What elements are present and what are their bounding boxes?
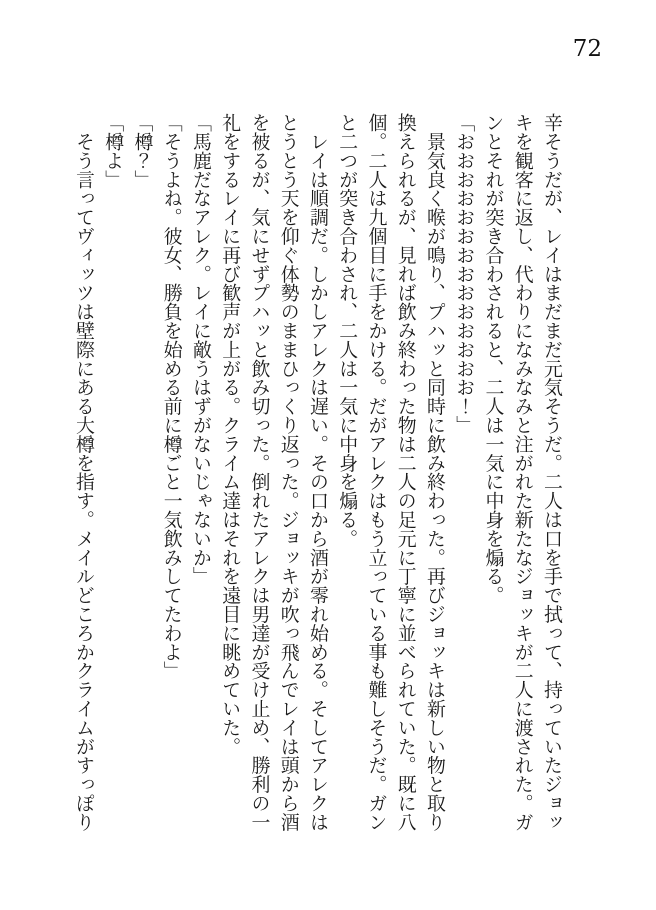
text-line: 「そうよね。彼女、勝負を始める前に樽ごと一気飲みしてたわよ」 [160, 113, 183, 680]
text-line: 「樽？」 [131, 113, 154, 189]
text-line: 辛そうだが、レイはまだまだ元気そうだ。二人は口を手で拭って、持っていたジョッ [541, 113, 563, 832]
text-line: そう言ってヴィッツは壁際にある大樽を指す。メイルどころかクライムがすっぽり [73, 113, 95, 832]
text-line: 「樽よ」 [102, 113, 125, 189]
text-line: とうとう天を仰ぐ体勢のままひっくり返った。ジョッキが吹っ飛んでレイは頭から酒 [277, 113, 300, 832]
text-line: キを観客に返し、代わりになみなみと注がれた新たなジョッキが二人に渡された。ガ [511, 113, 534, 832]
text-line: 景気良く喉が鳴り、プハッと同時に飲み終わった。再びジョッキは新しい物と取り [424, 113, 446, 832]
text-line: を被るが、気にせずプハッと飲み切った。倒れたアレクは男達が受け止め、勝利の一 [248, 113, 271, 832]
text-line: ンとそれが突き合わされると、二人は一気に中身を煽る。 [482, 113, 505, 605]
text-line: 換えられるが、見れば飲み終わった物は二人の足元に丁寧に並べられていた。既に八 [394, 113, 417, 832]
page-number: 72 [572, 36, 602, 62]
novel-text-block [69, 113, 566, 839]
text-line: 「馬鹿だなアレク。レイに敵うはずがないじゃないか」 [190, 113, 212, 586]
text-line: 「おおおおおおおおおおおおおお！」 [453, 113, 476, 435]
text-line: と二つが突き合わされ、二人は一気に中身を煽る。 [336, 113, 359, 548]
text-line: レイは順調だ。しかしアレクは遅い。その口から酒が零れ始める。そしてアレクは [307, 113, 329, 832]
text-line: 礼をするレイに再び歓声が上がる。クライム達はそれを遠目に眺めていた。 [219, 113, 242, 756]
text-line: 個。二人は九個目に手をかける。だがアレクはもう立っている事も難しそうだ。ガン [365, 113, 388, 832]
